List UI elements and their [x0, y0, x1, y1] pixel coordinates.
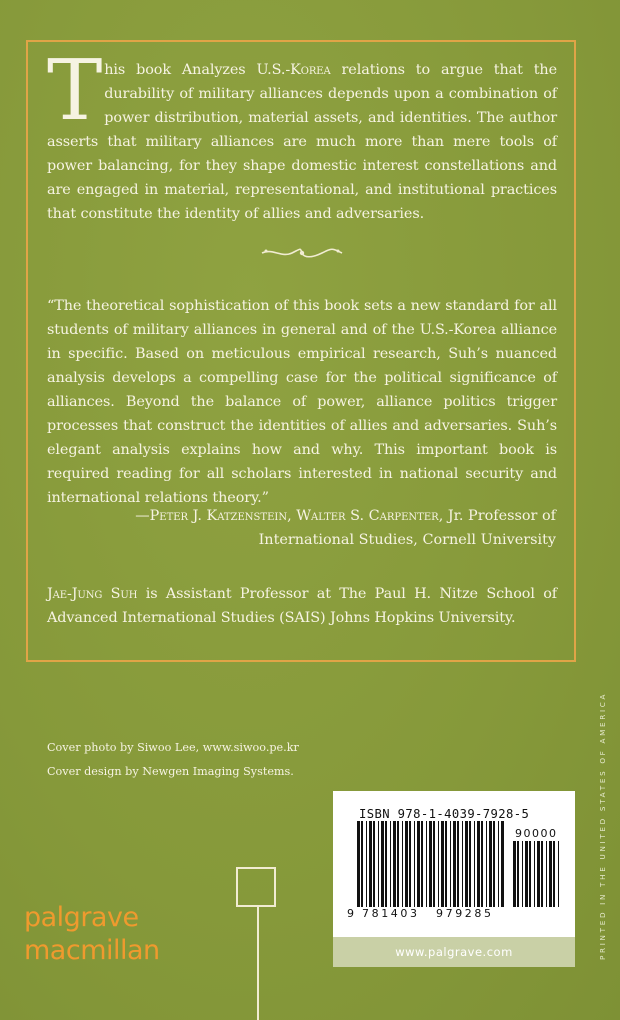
intro-text-rest: relations to argue that the durability of military alliances depends upon a combination of power distribution, material assets, and identities. The author asserts that military alliances are much more than mere tools of power balancing, for they shape domestic interest constellations and are engaged in material, representational, and institutional practices that constitute the identity of allies and adversaries.	[47, 62, 557, 222]
barcode-first-digit: 9	[347, 907, 354, 920]
intro-smallcaps-word: Korea	[290, 62, 331, 78]
publisher-logo-line2: macmillan	[24, 935, 160, 966]
attribution-name: —Peter J. Katzenstein, Walter S. Carpenter	[135, 508, 439, 524]
attribution-affiliation: International Studies, Cornell University	[258, 532, 556, 548]
endorsement-quote: “The theoretical sophistication of this book sets a new standard for all students of military alliances in general and of the U.S.-Korea alliance in specific. Based on meticulous empirical research, Suh’s nuanced analysis develops a compelling case for the political significance of alliances. Beyond the balance of power, alliance politics trigger processes that construct the identities of allies and adversaries. Suh’s elegant analysis explains how and why. This important book is required reading for all scholars interested in national security and international relations theory.”	[47, 298, 557, 506]
author-bio-text: is Assistant Professor at The Paul H. Nitze School of Advanced International Studies (SAIS) Johns Hopkins University.	[47, 586, 557, 626]
cover-credits	[47, 736, 299, 784]
barcode-left-digits: 781403	[362, 907, 420, 920]
printed-in-text: PRINTED IN THE UNITED STATES OF AMERICA	[598, 691, 607, 960]
intro-text-start: his book Analyzes U.S.-	[104, 62, 291, 78]
drop-cap: T	[47, 42, 103, 139]
author-name: Jae-Jung Suh	[47, 586, 138, 602]
intro-paragraph	[47, 42, 557, 226]
publisher-logo-line1: palgrave	[24, 902, 139, 933]
author-bio	[47, 582, 557, 630]
design-credit: Cover design by Newgen Imaging Systems.	[47, 765, 294, 778]
attribution-rest: , Jr. Professor of	[438, 508, 556, 524]
barcode-right-digits: 979285	[436, 907, 494, 920]
logo-square-icon	[236, 867, 276, 907]
ornament-divider-icon	[260, 246, 344, 260]
barcode-price-code: 90000	[515, 827, 558, 840]
logo-line-icon	[257, 905, 259, 1020]
photo-credit: Cover photo by Siwoo Lee, www.siwoo.pe.kr	[47, 741, 299, 754]
isbn-text: ISBN 978-1-4039-7928-5	[359, 807, 530, 821]
quote-attribution	[47, 504, 556, 552]
publisher-website: www.palgrave.com	[333, 937, 575, 967]
